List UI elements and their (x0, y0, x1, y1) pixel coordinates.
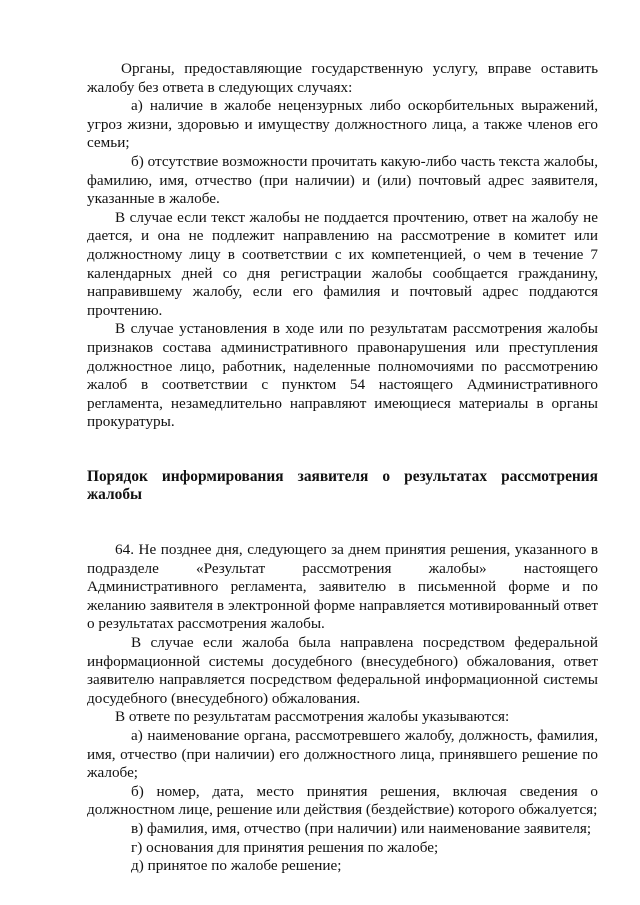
paragraph-answer-item-a: а) наименование органа, рассмотревшего жалобу, должность, фамилия, имя, отчество (при наличии) его должностного лица, принявшего решение по жалобе; (87, 727, 598, 782)
paragraph-answer-contents: В ответе по результатам рассмотрения жалобы указываются: (115, 708, 510, 726)
section-heading: Порядок информирования заявителя о результатах рассмотрения жалобы (87, 467, 598, 504)
paragraph-federal-system: В случае если жалоба была направлена посредством федеральной информационной системы досудебного (внесудебного) обжалования, ответ заявителю направляется посредством федеральной информационной системы досудебного (внесудебного) обжалования. (87, 634, 598, 707)
paragraph-64: 64. Не позднее дня, следующего за днем принятия решения, указанного в подразделе «Результат рассмотрения жалобы» настоящего Административного регламента, заявителю в письменной форме и по желанию заявителя в электронной форме направляется мотивированный ответ о результатах рассмотрения жалобы. (87, 541, 598, 633)
paragraph-item-b-unreadable: б) отсутствие возможности прочитать какую-либо часть текста жалобы, фамилию, имя, отчество (при наличии) и (или) почтовый адрес заявителя, указанные в жалобе. (87, 152, 598, 208)
paragraph-answer-item-g: г) основания для принятия решения по жалобе; (131, 838, 439, 856)
paragraph-grounds-intro: Органы, предоставляющие государственную услугу, вправе оставить жалобу без ответа в следующих случаях: (87, 60, 598, 96)
paragraph-item-a-obscene: а) наличие в жалобе нецензурных либо оскорбительных выражений, угроз жизни, здоровью и имуществу должностного лица, а также членов его семьи; (87, 97, 598, 152)
document-page (87, 60, 598, 876)
paragraph-answer-item-d: д) принятое по жалобе решение; (131, 857, 342, 875)
paragraph-offense-signs: В случае установления в ходе или по результатам рассмотрения жалобы признаков состава административного правонарушения или преступления должностное лицо, работник, наделенные полномочиями по рассмотрению жалоб в соответствии с пунктом 54 настоящего Административного регламента, незамедлительно направляют имеющиеся материалы в органы прокуратуры. (87, 320, 598, 431)
paragraph-answer-item-b: б) номер, дата, место принятия решения, включая сведения о должностном лице, решение или действия (бездействие) которого обжалуется; (87, 782, 598, 819)
paragraph-unreadable-text: В случае если текст жалобы не поддается прочтению, ответ на жалобу не дается, и она не подлежит направлению на рассмотрение в комитет или должностному лицу в соответствии с их компетенцией, о чем в течение 7 календарных дней со дня регистрации жалобы сообщается гражданину, направившему жалобу, если его фамилия и почтовый адрес поддаются прочтению. (87, 208, 598, 319)
paragraph-answer-item-v: в) фамилия, имя, отчество (при наличии) или наименование заявителя; (131, 819, 592, 837)
